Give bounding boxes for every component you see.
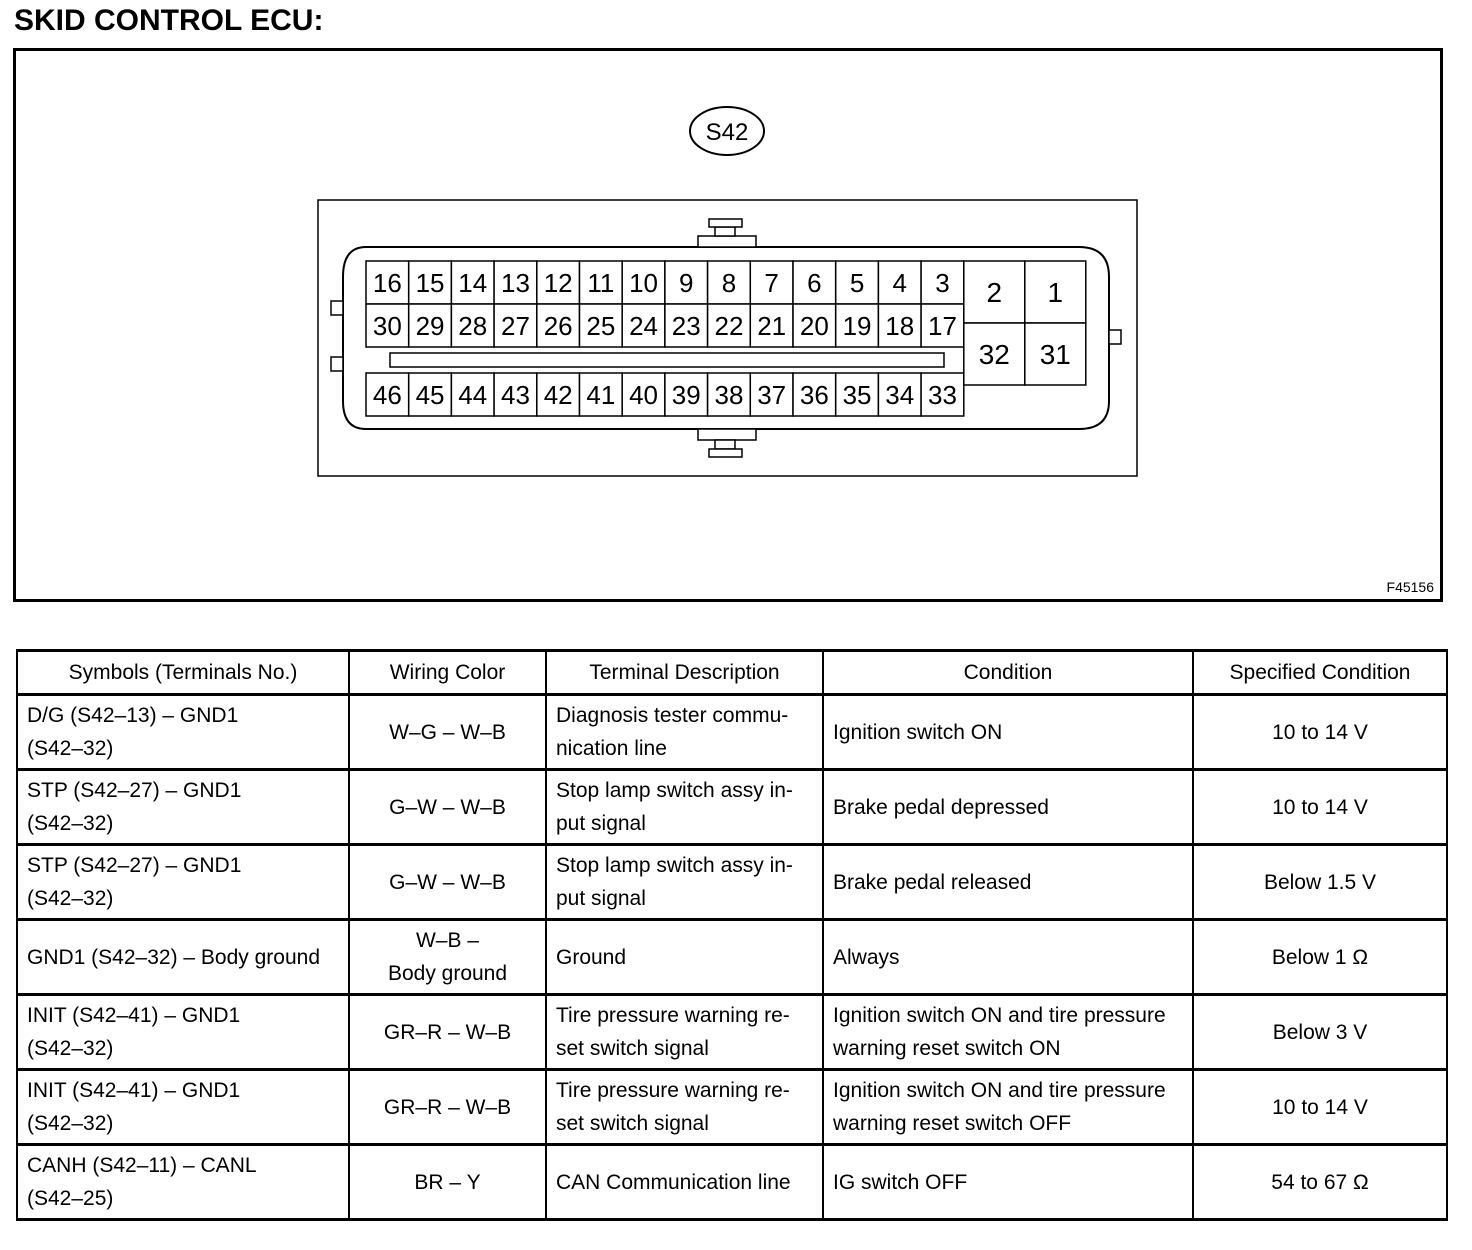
wiring-color-line: W–G – W–B (389, 720, 506, 744)
pin-23: 23 (671, 310, 701, 341)
symbols-cell (17, 1070, 349, 1145)
symbols-cell (17, 1145, 349, 1220)
condition-line: Brake pedal released (833, 870, 1032, 894)
pin-19: 19 (842, 310, 872, 341)
specified-condition-value: 54 to 67 Ω (1271, 1170, 1369, 1194)
symbols-line: (S42–32) (27, 812, 114, 835)
top-latch (698, 236, 756, 247)
pin-31: 31 (1039, 339, 1071, 371)
condition-cell (823, 920, 1193, 995)
pin-25: 25 (586, 310, 616, 341)
table-row (17, 1070, 1447, 1145)
wiring-color-line: Body ground (387, 962, 508, 985)
pin-24: 24 (629, 310, 659, 341)
pin-39: 39 (671, 379, 701, 410)
symbols-cell (17, 845, 349, 920)
left-tab-lower (331, 357, 343, 371)
pin-32: 32 (978, 339, 1010, 371)
wiring-color-line: BR – Y (414, 1170, 481, 1194)
header-specified-condition: Specified Condition (1193, 651, 1447, 695)
symbols-cell (17, 920, 349, 995)
terminal-description-cell (546, 770, 823, 845)
wiring-color-cell (349, 1145, 546, 1220)
pin-1: 1 (1047, 277, 1064, 309)
condition-cell (823, 1145, 1193, 1220)
specified-condition-value: Below 1.5 V (1263, 870, 1377, 894)
condition-line: IG switch OFF (833, 1170, 968, 1194)
pin-33: 33 (927, 379, 957, 410)
table-row (17, 1145, 1447, 1220)
page-title: SKID CONTROL ECU: (14, 4, 324, 37)
condition-line: Ignition switch ON and tire pressure (833, 1079, 1166, 1102)
terminal-description-line: Ground (556, 945, 627, 969)
wiring-color-line: W–B – (415, 929, 480, 952)
wiring-color-cell (349, 770, 546, 845)
pin-13: 13 (500, 267, 530, 298)
pin-21: 21 (757, 310, 787, 341)
specified-condition-value: 10 to 14 V (1272, 795, 1368, 819)
terminal-description-line: Tire pressure warning re- (556, 1079, 790, 1102)
condition-cell (823, 1070, 1193, 1145)
wiring-color-line: G–W – W–B (389, 795, 506, 819)
wiring-color-line: GR–R – W–B (383, 1020, 512, 1044)
condition-cell (823, 995, 1193, 1070)
pin-38: 38 (714, 379, 744, 410)
symbols-line: (S42–25) (27, 1187, 114, 1210)
wiring-color-cell (349, 695, 546, 770)
terminal-description-cell (546, 1145, 823, 1220)
pin-2: 2 (986, 277, 1003, 309)
pin-46: 46 (372, 379, 402, 410)
terminal-description-cell (546, 920, 823, 995)
left-tab-upper (331, 301, 343, 315)
symbols-line: (S42–32) (27, 1037, 114, 1060)
pin-16: 16 (372, 267, 402, 298)
symbols-line: STP (S42–27) – GND1 (27, 779, 242, 802)
terminal-description-line: Stop lamp switch assy in- (556, 854, 793, 877)
wiring-color-line: G–W – W–B (389, 870, 506, 894)
connector-drawing (16, 51, 1440, 599)
pin-8: 8 (721, 267, 737, 298)
terminal-description-line: Stop lamp switch assy in- (556, 779, 793, 802)
pin-14: 14 (458, 267, 488, 298)
terminal-description-cell (546, 845, 823, 920)
pin-20: 20 (799, 310, 829, 341)
symbols-line: D/G (S42–13) – GND1 (27, 704, 239, 727)
condition-cell (823, 845, 1193, 920)
terminal-description-line: put signal (556, 812, 646, 835)
pin-7: 7 (764, 267, 779, 298)
terminal-description-cell (546, 995, 823, 1070)
terminal-description-line: set switch signal (556, 1037, 709, 1060)
terminal-description-line: Tire pressure warning re- (556, 1004, 790, 1027)
header-symbols: Symbols (Terminals No.) (17, 651, 349, 695)
connector-label: S42 (705, 119, 749, 146)
pin-41: 41 (586, 379, 616, 410)
pin-4: 4 (892, 267, 907, 298)
pin-11: 11 (587, 267, 615, 298)
pin-42: 42 (543, 379, 573, 410)
specified-condition-value: 10 to 14 V (1272, 720, 1368, 744)
specified-condition-value: 10 to 14 V (1272, 1095, 1368, 1119)
condition-line: Ignition switch ON and tire pressure (833, 1004, 1166, 1027)
terminal-spec-table (16, 649, 1448, 1221)
pin-22: 22 (714, 310, 744, 341)
pin-9: 9 (679, 267, 694, 298)
specified-condition-cell (1193, 695, 1447, 770)
terminal-description-line: put signal (556, 887, 646, 910)
condition-line: Ignition switch ON (833, 720, 1003, 744)
pin-30: 30 (372, 310, 402, 341)
specified-condition-cell (1193, 1070, 1447, 1145)
connector-diagram (13, 48, 1443, 602)
pin-6: 6 (807, 267, 822, 298)
center-slot (390, 353, 944, 367)
specified-condition-cell (1193, 845, 1447, 920)
symbols-line: CANH (S42–11) – CANL (27, 1154, 257, 1177)
pin-26: 26 (543, 310, 573, 341)
header-terminal-description: Terminal Description (546, 651, 823, 695)
pin-45: 45 (415, 379, 445, 410)
specified-condition-cell (1193, 770, 1447, 845)
header-condition: Condition (823, 651, 1193, 695)
bottom-latch (698, 429, 756, 440)
specified-condition-cell (1193, 1145, 1447, 1220)
condition-line: warning reset switch OFF (833, 1112, 1072, 1135)
terminal-description-cell (546, 1070, 823, 1145)
symbols-line: GND1 (S42–32) – Body ground (27, 945, 321, 969)
pin-37: 37 (757, 379, 787, 410)
wiring-color-cell (349, 920, 546, 995)
pin-15: 15 (415, 267, 445, 298)
pin-17: 17 (927, 310, 957, 341)
pin-44: 44 (458, 379, 488, 410)
pin-40: 40 (629, 379, 659, 410)
pin-27: 27 (500, 310, 530, 341)
specified-condition-cell (1193, 920, 1447, 995)
pin-12: 12 (543, 267, 573, 298)
condition-cell (823, 770, 1193, 845)
symbols-line: (S42–32) (27, 887, 114, 910)
table-row (17, 995, 1447, 1070)
figure-code: F45156 (1386, 579, 1434, 595)
symbols-cell (17, 695, 349, 770)
terminal-description-line: CAN Communication line (556, 1170, 791, 1194)
pin-28: 28 (458, 310, 488, 341)
table-row (17, 845, 1447, 920)
terminal-description-line: nication line (556, 737, 667, 760)
pin-36: 36 (799, 379, 829, 410)
terminal-description-line: set switch signal (556, 1112, 709, 1135)
table-row (17, 770, 1447, 845)
pin-5: 5 (849, 267, 865, 298)
specified-condition-value: Below 1 Ω (1271, 945, 1369, 969)
symbols-line: STP (S42–27) – GND1 (27, 854, 242, 877)
pin-34: 34 (885, 379, 915, 410)
wiring-color-cell (349, 995, 546, 1070)
condition-line: Always (833, 945, 900, 969)
header-wiring-color: Wiring Color (349, 651, 546, 695)
table-header-row (17, 651, 1447, 695)
pin-43: 43 (500, 379, 530, 410)
symbols-line: INIT (S42–41) – GND1 (27, 1004, 241, 1027)
symbols-cell (17, 995, 349, 1070)
right-tab (1109, 330, 1121, 344)
wiring-color-line: GR–R – W–B (383, 1095, 512, 1119)
table-row (17, 695, 1447, 770)
table-row (17, 920, 1447, 995)
condition-cell (823, 695, 1193, 770)
wiring-color-cell (349, 1070, 546, 1145)
pin-18: 18 (885, 310, 915, 341)
specified-condition-value: Below 3 V (1272, 1020, 1368, 1044)
symbols-line: (S42–32) (27, 1112, 114, 1135)
condition-line: Brake pedal depressed (833, 795, 1049, 819)
pin-3: 3 (935, 267, 950, 298)
terminal-description-cell (546, 695, 823, 770)
symbols-cell (17, 770, 349, 845)
pin-29: 29 (415, 310, 445, 341)
terminal-description-line: Diagnosis tester commu- (556, 704, 789, 727)
symbols-line: INIT (S42–41) – GND1 (27, 1079, 241, 1102)
condition-line: warning reset switch ON (833, 1037, 1061, 1060)
pin-10: 10 (629, 267, 659, 298)
pin-35: 35 (842, 379, 872, 410)
wiring-color-cell (349, 845, 546, 920)
symbols-line: (S42–32) (27, 737, 114, 760)
specified-condition-cell (1193, 995, 1447, 1070)
